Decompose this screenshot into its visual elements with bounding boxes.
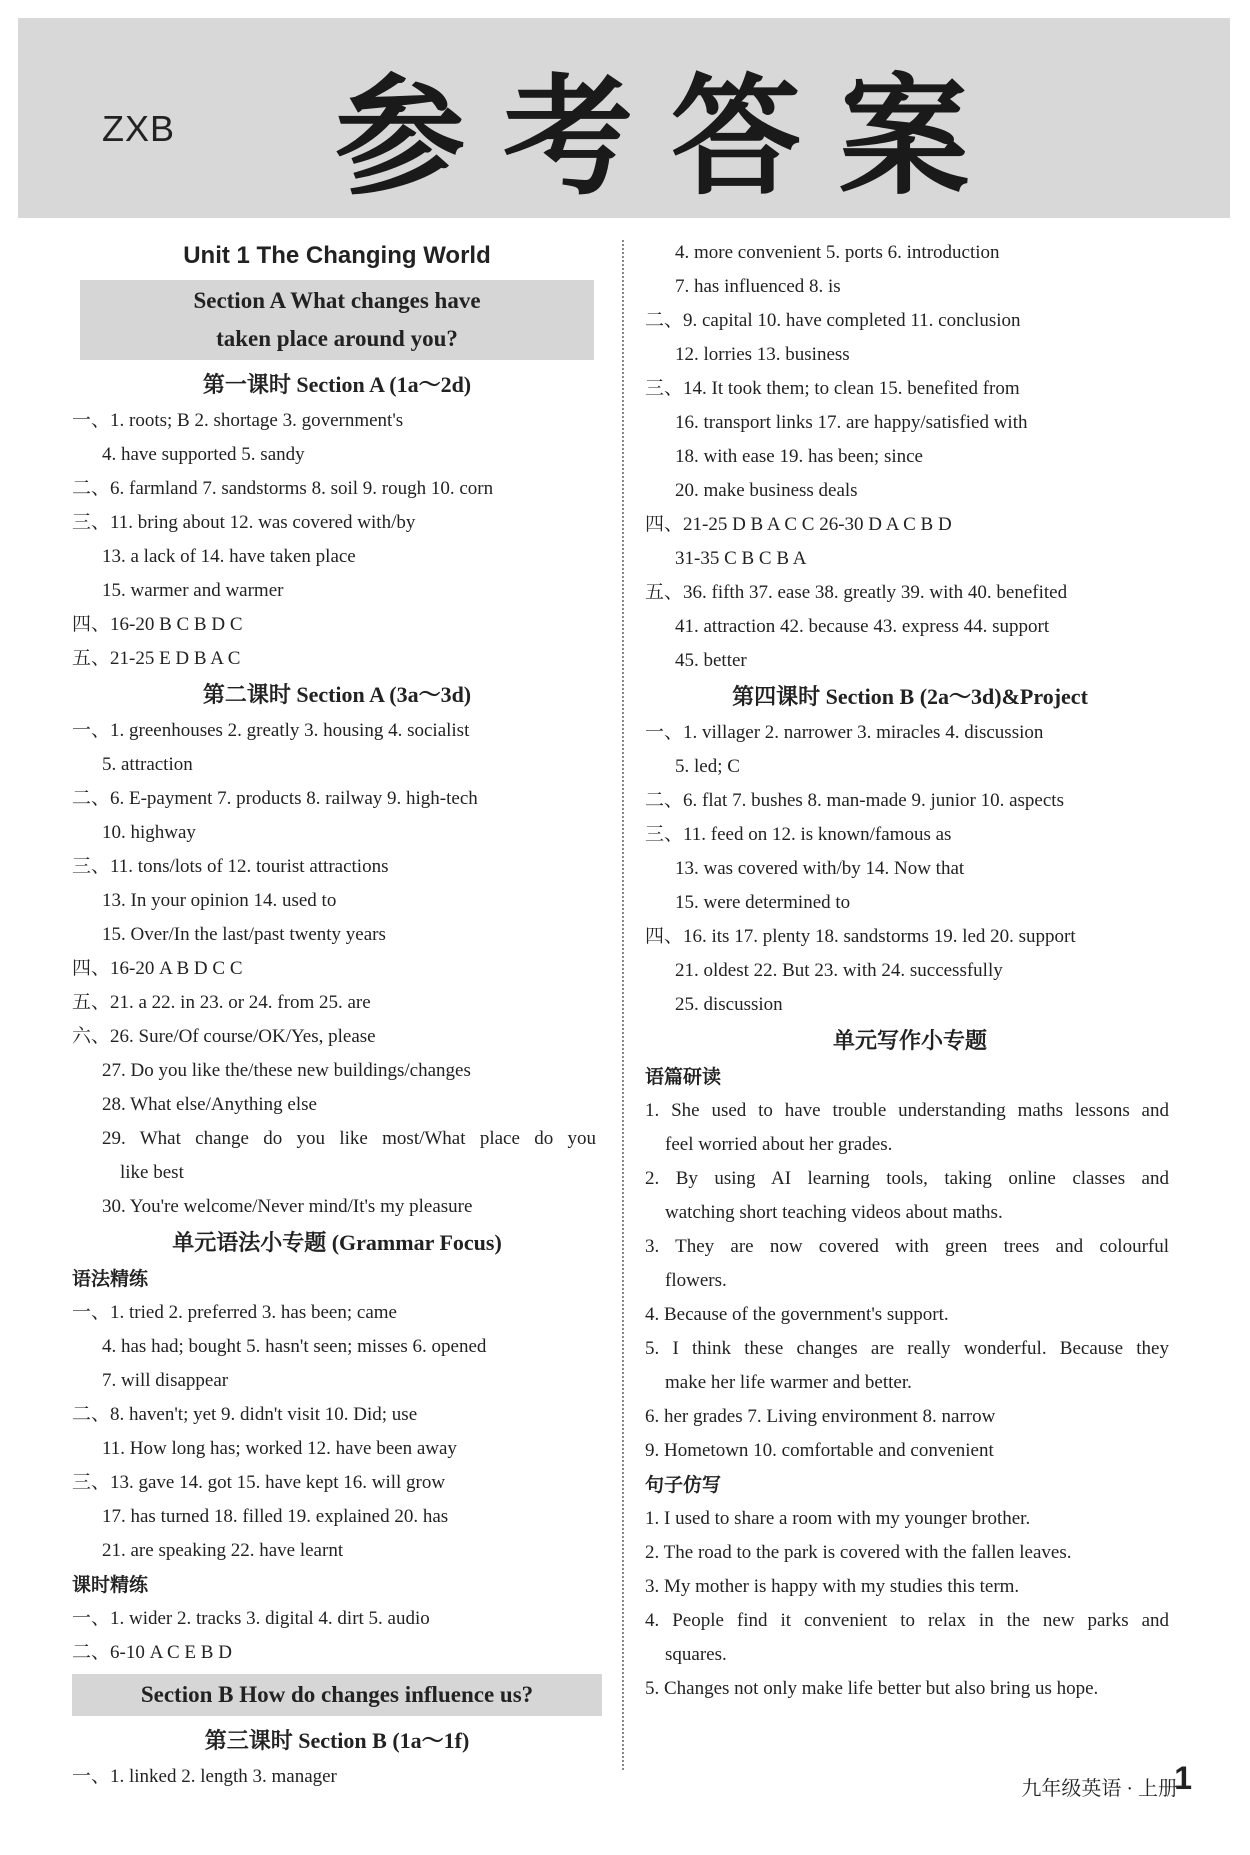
answer-line: 20. make business deals xyxy=(675,480,858,501)
answer-line: 3. They are now covered with green trees and colourful xyxy=(645,1236,1169,1257)
answer-line: 7. will disappear xyxy=(102,1370,229,1391)
answer-line: 四、16-20 A B D C C xyxy=(72,958,243,979)
answer-line: feel worried about her grades. xyxy=(665,1134,893,1155)
answer-line: squares. xyxy=(665,1644,727,1665)
answer-line: 五、21. a 22. in 23. or 24. from 25. are xyxy=(72,992,371,1013)
publisher-logo: ZXB xyxy=(102,108,176,149)
answer-line: 一、1. roots; B 2. shortage 3. government's xyxy=(72,410,404,431)
answer-line: 四、21-25 D B A C C 26-30 D A C B D xyxy=(645,514,952,535)
answer-line: 3. My mother is happy with my studies this term. xyxy=(645,1576,1020,1597)
answer-line: 4. Because of the government's support. xyxy=(645,1304,949,1325)
answer-line: 一、1. villager 2. narrower 3. miracles 4. discussion xyxy=(645,722,1044,743)
answer-line: 45. better xyxy=(675,650,747,671)
answer-line: 五、36. fifth 37. ease 38. greatly 39. with 40. benefited xyxy=(645,582,1068,603)
footer-book-title: 九年级英语 · 上册 xyxy=(1021,1778,1178,1800)
answer-line: watching short teaching videos about maths. xyxy=(665,1202,1003,1223)
answer-line: 29. What change do you like most/What place do you xyxy=(102,1128,596,1149)
left-column xyxy=(72,236,602,1794)
answer-line: 1. I used to share a room with my younger brother. xyxy=(645,1508,1031,1529)
text-study-label: 语篇研读 xyxy=(645,1066,722,1088)
answer-line: 4. more convenient 5. ports 6. introduction xyxy=(675,242,1000,263)
answer-line: 15. Over/In the last/past twenty years xyxy=(102,924,386,945)
grammar-practice-label: 语法精练 xyxy=(72,1268,149,1290)
answer-line: 41. attraction 42. because 43. express 44. support xyxy=(675,616,1050,637)
answer-line: 13. In your opinion 14. used to xyxy=(102,890,337,911)
answer-line: 二、9. capital 10. have completed 11. conclusion xyxy=(645,310,1021,331)
answer-line: 21. are speaking 22. have learnt xyxy=(102,1540,344,1561)
grammar-title: 单元语法小专题 (Grammar Focus) xyxy=(172,1230,502,1255)
answer-line: 6. her grades 7. Living environment 8. narrow xyxy=(645,1406,996,1427)
answer-line: 5. Changes not only make life better but also bring us hope. xyxy=(645,1678,1099,1699)
answer-line: 13. a lack of 14. have taken place xyxy=(102,546,356,567)
answer-line: 六、26. Sure/Of course/OK/Yes, please xyxy=(72,1026,376,1047)
section-b-header: Section B How do changes influence us? xyxy=(72,1674,602,1716)
answer-line: 一、1. greenhouses 2. greatly 3. housing 4. socialist xyxy=(72,720,470,741)
answer-line: 7. has influenced 8. is xyxy=(675,276,841,297)
answer-line: 一、1. linked 2. length 3. manager xyxy=(72,1766,337,1787)
sentence-imitation-label: 句子仿写 xyxy=(645,1474,722,1496)
answer-line: 11. How long has; worked 12. have been away xyxy=(102,1438,457,1459)
answer-line: make her life warmer and better. xyxy=(665,1372,912,1393)
answer-line: 一、1. tried 2. preferred 3. has been; came xyxy=(72,1302,397,1323)
answer-line: 13. was covered with/by 14. Now that xyxy=(675,858,965,879)
answer-line: flowers. xyxy=(665,1270,727,1291)
answer-line: 四、16-20 B C B D C xyxy=(72,614,243,635)
answer-line: 15. warmer and warmer xyxy=(102,580,284,601)
answer-line: 5. led; C xyxy=(675,756,740,777)
answer-line: 三、11. tons/lots of 12. tourist attractions xyxy=(72,856,389,877)
answer-line: 2. The road to the park is covered with the fallen leaves. xyxy=(645,1542,1072,1563)
answer-line: 12. lorries 13. business xyxy=(675,344,850,365)
lesson-1-title: 第一课时 Section A (1a～2d) xyxy=(202,372,472,397)
answer-line: 10. highway xyxy=(102,822,196,843)
answer-line: 15. were determined to xyxy=(675,892,851,913)
answer-line: 17. has turned 18. filled 19. explained 20. has xyxy=(102,1506,449,1527)
answer-line: 27. Do you like the/these new buildings/changes xyxy=(102,1060,471,1081)
answer-line: 18. with ease 19. has been; since xyxy=(675,446,923,467)
answer-line: 五、21-25 E D B A C xyxy=(72,648,241,669)
answer-line: 1. She used to have trouble understanding maths lessons and xyxy=(645,1100,1169,1121)
lesson-2-title: 第二课时 Section A (3a～3d) xyxy=(202,682,472,707)
lesson-4-title: 第四课时 Section B (2a～3d)&Project xyxy=(732,684,1088,709)
lesson-3-title: 第三课时 Section B (1a～1f) xyxy=(204,1728,470,1753)
answer-line: 三、14. It took them; to clean 15. benefited from xyxy=(645,378,1020,399)
writing-title: 单元写作小专题 xyxy=(832,1028,987,1053)
answer-line: 2. By using AI learning tools, taking online classes and xyxy=(645,1168,1169,1189)
page-title: 参考答案 xyxy=(335,61,1008,213)
answer-line: 二、6. flat 7. bushes 8. man-made 9. junior 10. aspects xyxy=(645,790,1064,811)
answer-line: 4. has had; bought 5. hasn't seen; misses 6. opened xyxy=(102,1336,487,1357)
column-divider xyxy=(622,240,624,1770)
lesson-practice-label: 课时精练 xyxy=(72,1574,149,1596)
unit-title: Unit 1 The Changing World xyxy=(183,242,491,269)
answer-line: 31-35 C B C B A xyxy=(675,548,807,569)
answer-line: 四、16. its 17. plenty 18. sandstorms 19. led 20. support xyxy=(645,926,1076,947)
answer-line: like best xyxy=(120,1162,184,1183)
answer-line: 5. attraction xyxy=(102,754,193,775)
section-a-line-1: Section A What changes have xyxy=(193,288,481,313)
answer-line: 二、6-10 A C E B D xyxy=(72,1642,232,1663)
answer-line: 16. transport links 17. are happy/satisfied with xyxy=(675,412,1028,433)
answer-line: 30. You're welcome/Never mind/It's my pleasure xyxy=(102,1196,473,1217)
answer-line: 9. Hometown 10. comfortable and convenient xyxy=(645,1440,994,1461)
answer-line: 4. have supported 5. sandy xyxy=(102,444,305,465)
answer-line: 5. I think these changes are really wonderful. Because they xyxy=(645,1338,1169,1359)
section-a-header xyxy=(80,280,594,360)
answer-line: 一、1. wider 2. tracks 3. digital 4. dirt 5. audio xyxy=(72,1608,430,1629)
answer-line: 三、11. feed on 12. is known/famous as xyxy=(645,824,952,845)
answer-line: 二、8. haven't; yet 9. didn't visit 10. Did; use xyxy=(72,1404,418,1425)
answer-line: 三、11. bring about 12. was covered with/by xyxy=(72,512,416,533)
right-column xyxy=(645,236,1175,1706)
answer-line: 三、13. gave 14. got 15. have kept 16. will grow xyxy=(72,1472,446,1493)
answer-line: 二、6. farmland 7. sandstorms 8. soil 9. rough 10. corn xyxy=(72,478,494,499)
answer-line: 二、6. E-payment 7. products 8. railway 9. high-tech xyxy=(72,788,478,809)
answer-line: 28. What else/Anything else xyxy=(102,1094,317,1115)
answer-line: 4. People find it convenient to relax in the new parks and xyxy=(645,1610,1169,1631)
section-a-line-2: taken place around you? xyxy=(216,326,458,351)
answer-line: 21. oldest 22. But 23. with 24. successfully xyxy=(675,960,1003,981)
answer-line: 25. discussion xyxy=(675,994,783,1015)
page-number: 1 xyxy=(1174,1760,1192,1796)
